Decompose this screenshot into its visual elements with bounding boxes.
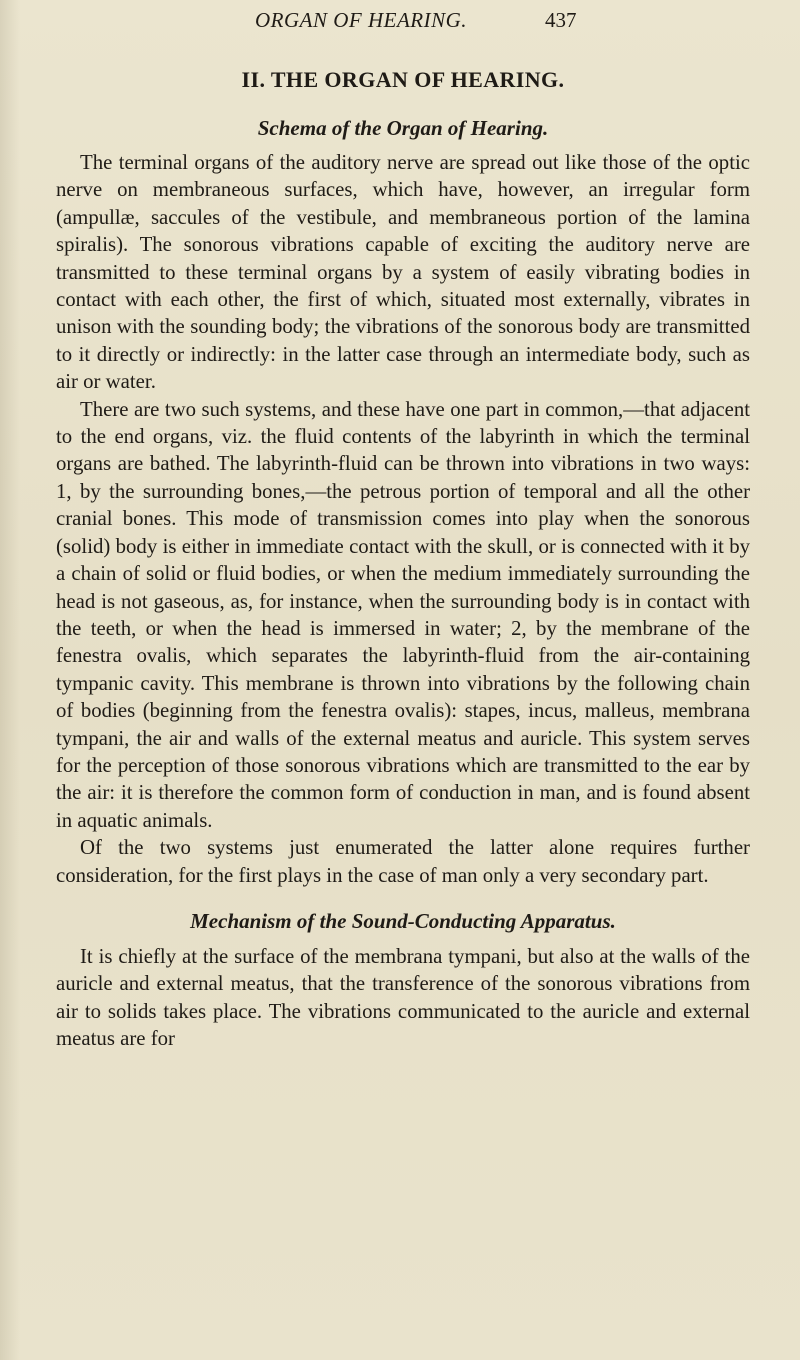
paragraph-3: Of the two systems just enumerated the latter alone requires further consideration, for the first plays in the case of man only a very secondary part. [56, 836, 750, 887]
chapter-title: II. THE ORGAN OF HEARING. [241, 67, 565, 92]
section-schema [56, 114, 750, 889]
page-number: 437 [545, 8, 577, 32]
paragraph-4: It is chiefly at the surface of the membrana tympani, but also at the walls of the auricle and external meatus, that the transference of the sonorous vibrations from air to solids takes place. The vibrations communicated to the auricle and external meatus are for [56, 944, 750, 1051]
running-head [0, 8, 800, 40]
paragraph-2: There are two such systems, and these have one part in common,—that adjacent to the end organs, viz. the fluid contents of the labyrinth in which the terminal organs are bathed. The labyrinth-fluid can be thrown into vibrations in two ways: 1, by the surrounding bones,—the petrous portion of temporal and all the other cranial bones. This mode of transmission comes into play when the sonorous (solid) body is either in immediate contact with the skull, or is connected with it by a chain of solid or fluid bodies, or when the medium immediately surrounding the head is not gaseous, as, for instance, when the surrounding body is in contact with the teeth, or when the head is immersed in water; 2, by the membrane of the fenestra ovalis, which separates the labyrinth-fluid from the air-containing tympanic cavity. This membrane is thrown into vibrations by the following chain of bodies (beginning from the fenestra ovalis): stapes, incus, malleus, membrana tympani, the air and walls of the external meatus and auricle. This system serves for the perception of those sonorous vibrations which are transmitted to the ear by the air: it is therefore the common form of conduction in man, and is found absent in aquatic animals. [56, 397, 750, 832]
page-gutter-shadow [0, 0, 20, 1360]
paragraph-1: The terminal organs of the auditory nerve are spread out like those of the optic nerve on membraneous surfaces, which have, however, an irregular form (ampullæ, saccules of the vestibule, and membraneous portion of the lamina spiralis). The sonorous vibrations capable of exciting the auditory nerve are transmitted to these terminal organs by a system of easily vibrating bodies in contact with each other, the first of which, situated most externally, vibrates in unison with the sounding body; the vibrations of the sonorous body are transmitted to it directly or indirectly: in the latter case through an intermediate body, such as air or water. [56, 151, 750, 394]
section-title-mechanism: Mechanism of the Sound-Conducting Apparatus. [190, 908, 616, 933]
section-mechanism [56, 907, 750, 1053]
running-title: ORGAN OF HEARING. [255, 8, 468, 32]
page-content [56, 66, 750, 1053]
section-title-schema: Schema of the Organ of Hearing. [257, 116, 549, 140]
